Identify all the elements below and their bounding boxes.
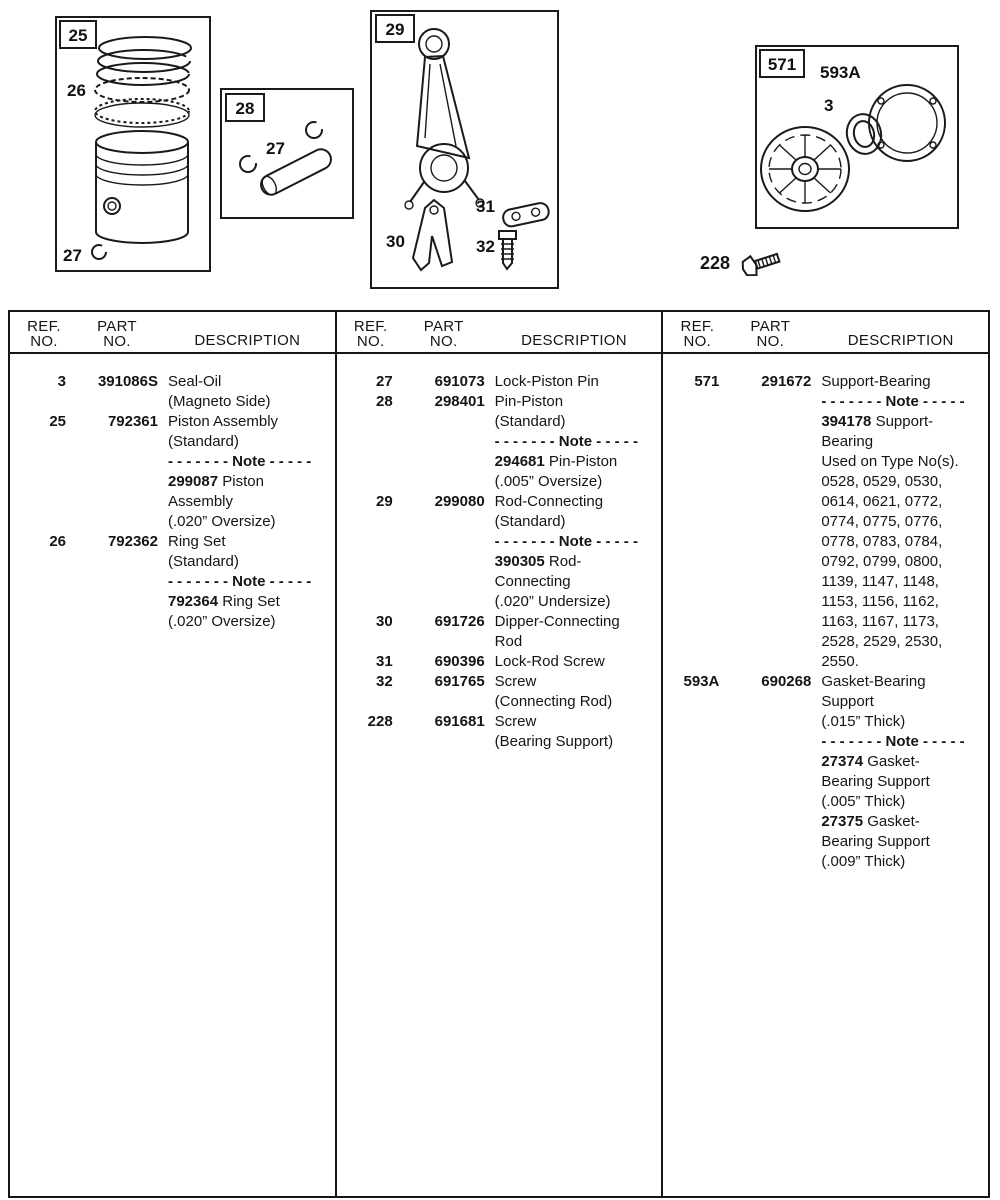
ref-no: 25: [49, 413, 66, 430]
part-no: 691073: [434, 373, 485, 390]
callout-label-3: 3: [824, 96, 834, 115]
ref-no: 30: [375, 613, 393, 630]
pin-lock-clip-drawing: [306, 122, 322, 138]
part-no: 291672: [761, 373, 812, 390]
description: Rod-Connecting (Standard) - - - - - - - Note - - - - - 390305 Rod- Connecting (.020” Undersize): [494, 493, 638, 610]
piston-pin-drawing: [222, 90, 348, 213]
table-row: [349, 612, 654, 652]
gasket-drawing: [869, 85, 945, 161]
table-row: [349, 672, 654, 712]
table-column-1: [10, 312, 335, 1196]
part-no: 391086S: [97, 373, 158, 390]
callout-label-30: 30: [386, 232, 405, 251]
ref-no: 29: [375, 493, 393, 510]
rod-lock-drawing: [502, 202, 551, 228]
table-header: [337, 312, 662, 354]
description: Dipper-Connecting Rod: [494, 613, 620, 650]
piston-drawing: [57, 18, 205, 266]
part-no: 691765: [434, 673, 485, 690]
description: Ring Set (Standard) - - - - - - - Note - - - - - 792364 Ring Set (.020” Oversize): [168, 533, 312, 630]
table-header: [10, 312, 335, 354]
ref-no: 31: [375, 653, 393, 670]
ref-no: 28: [375, 393, 393, 410]
table-row: [349, 712, 654, 752]
wrist-pin-hole: [104, 198, 120, 214]
figure-piston-assembly: [55, 16, 211, 272]
ref-no: 26: [49, 533, 66, 550]
ring-set-drawing: [95, 37, 191, 127]
callout-label-228: 228: [700, 252, 731, 273]
table-row: [675, 672, 980, 872]
table-entries: [663, 354, 988, 872]
description: Screw (Connecting Rod): [494, 673, 613, 710]
bolt-icon: [740, 250, 784, 276]
table-column-3: [661, 312, 988, 1196]
description: Pin-Piston (Standard) - - - - - - - Note - - - - - 294681 Pin-Piston (.005” Oversize): [494, 393, 638, 490]
ref-no: 3: [57, 373, 66, 390]
bearing-support-drawing: [761, 127, 849, 211]
parts-table: [8, 310, 990, 1198]
callout-label-593A: 593A: [820, 63, 861, 82]
figure-piston-pin: [220, 88, 354, 219]
callout-label-31: 31: [476, 197, 495, 216]
description: Piston Assembly (Standard) - - - - - - - Note - - - - - 299087 Piston Assembly (.020” Oversize): [168, 413, 312, 530]
header-ref-no: REF. NO.: [680, 318, 715, 350]
part-no: 299080: [434, 493, 485, 510]
header-description: DESCRIPTION: [521, 332, 627, 349]
header-part-no: PART NO.: [423, 318, 464, 350]
table-row: [675, 372, 980, 672]
figure-bearing-support: [755, 45, 959, 229]
callout-label-571: 571: [767, 55, 797, 74]
callout-label-26: 26: [67, 81, 86, 100]
ref-no: 27: [375, 373, 393, 390]
pin-lock-clip-drawing: [92, 245, 106, 259]
figure-connecting-rod: [370, 10, 559, 289]
part-no: 690268: [761, 673, 812, 690]
header-ref-no: REF. NO.: [353, 318, 388, 350]
ref-no: 32: [375, 673, 393, 690]
part-no: 792361: [107, 413, 158, 430]
callout-label-27: 27: [63, 246, 82, 265]
callout-label-28: 28: [235, 99, 255, 118]
table-row: [22, 372, 327, 412]
rod-drawing: [405, 29, 484, 209]
table-entries: [10, 354, 335, 632]
table-header: [663, 312, 988, 354]
callout-label-29: 29: [385, 20, 405, 39]
callout-228: [700, 250, 784, 276]
header-part-no: PART NO.: [97, 318, 137, 350]
header-ref-no: REF. NO.: [27, 318, 61, 350]
part-no: 792362: [107, 533, 158, 550]
part-no: 691726: [434, 613, 485, 630]
ref-no: 571: [694, 373, 720, 390]
table-row: [22, 412, 327, 532]
callout-label-25: 25: [68, 26, 88, 45]
part-no: 690396: [434, 653, 485, 670]
table-row: [349, 652, 654, 672]
ref-no: 593A: [683, 673, 720, 690]
table-row: [349, 372, 654, 392]
piston-body-drawing: [96, 131, 188, 243]
header-part-no: PART NO.: [750, 318, 791, 350]
table-entries: [337, 354, 662, 752]
table-row: [22, 532, 327, 632]
table-row: [349, 392, 654, 492]
description: Screw (Bearing Support): [494, 713, 614, 750]
part-no: 298401: [434, 393, 485, 410]
part-no: 691681: [434, 713, 485, 730]
callout-label-27: 27: [266, 139, 285, 158]
pin-lock-clip-drawing: [240, 156, 256, 172]
description: Seal-Oil (Magneto Side): [168, 373, 271, 410]
ref-no: 228: [367, 713, 393, 730]
connecting-rod-drawing: [372, 12, 553, 283]
dipper-drawing: [413, 200, 452, 270]
description: Lock-Piston Pin: [494, 373, 599, 390]
description: Lock-Rod Screw: [494, 653, 605, 670]
table-row: [349, 492, 654, 612]
description: Gasket-Bearing Support (.015” Thick) - - - - - - - Note - - - - - 27374 Gasket- Bearing Support (.005” Thick) 27375 Gasket- Bearing Support (.009” Thick): [821, 673, 965, 870]
header-description: DESCRIPTION: [194, 332, 301, 349]
table-column-2: [335, 312, 662, 1196]
bearing-support-group-drawing: [757, 47, 953, 223]
callout-label-32: 32: [476, 237, 495, 256]
header-description: DESCRIPTION: [847, 332, 954, 349]
description: Support-Bearing - - - - - - - Note - - - - - 394178 Support- Bearing Used on Type No(s). 0528, 0529, 0530, 0614, 0621, 0772, 0774, 0775, 0776, 0778, 0783, 0784, 0792, 0799, 0800, 1139, 1147, 1148, 1153, 1156, 1162, 1163, 1167, 1173, 2528, 2529, 2530, 2550.: [821, 373, 965, 670]
rod-screw-drawing: [499, 231, 516, 269]
